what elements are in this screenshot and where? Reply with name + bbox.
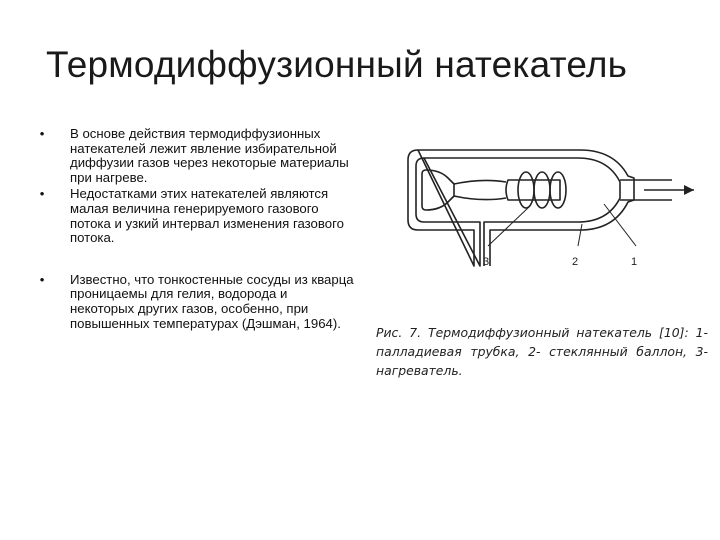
bullet-item bbox=[36, 273, 354, 331]
bullet-text: Известно, что тонкостенные сосуды из кварца проницаемы для гелия, водорода и некоторых других газов, особенно, при повышенных температурах (Дэшман, 1964). bbox=[70, 271, 354, 331]
heater-leads bbox=[454, 180, 506, 199]
bullet-marker: • bbox=[39, 126, 45, 141]
bullet-text: В основе действия термодиффузионных натекателей лежит явление избирательной диффузии газов через некоторые материалы при нагреве. bbox=[70, 126, 349, 185]
label-1: 1 bbox=[631, 256, 638, 268]
bullet-marker: • bbox=[39, 271, 45, 287]
leader-line-2 bbox=[578, 224, 582, 246]
heater-coil bbox=[518, 172, 566, 208]
label-3: 3 bbox=[483, 256, 490, 268]
bullet-item bbox=[36, 187, 354, 245]
label-2: 2 bbox=[572, 256, 579, 268]
bullet-text: Недостатками этих натекателей являются малая величина генерируемого газового потока и узкий интервал изменения газового потока. bbox=[70, 186, 344, 246]
slide-title: Термодиффузионный натекатель bbox=[46, 44, 628, 85]
leak-valve-diagram bbox=[382, 120, 700, 280]
bullet-marker: • bbox=[39, 186, 45, 202]
glass-balloon-outer bbox=[408, 150, 634, 266]
leader-line-3 bbox=[488, 206, 530, 246]
bullet-item bbox=[36, 127, 354, 185]
glass-balloon-inner bbox=[416, 158, 620, 266]
arrow-head bbox=[684, 185, 694, 195]
diagram-svg bbox=[382, 120, 700, 280]
bullet-list bbox=[36, 127, 354, 331]
leader-line-1 bbox=[604, 204, 636, 246]
figure-caption: Рис. 7. Термодиффузионный натекатель [10]: 1- палладиевая трубка, 2- стеклянный баллон, 3- нагреватель. bbox=[376, 325, 708, 378]
